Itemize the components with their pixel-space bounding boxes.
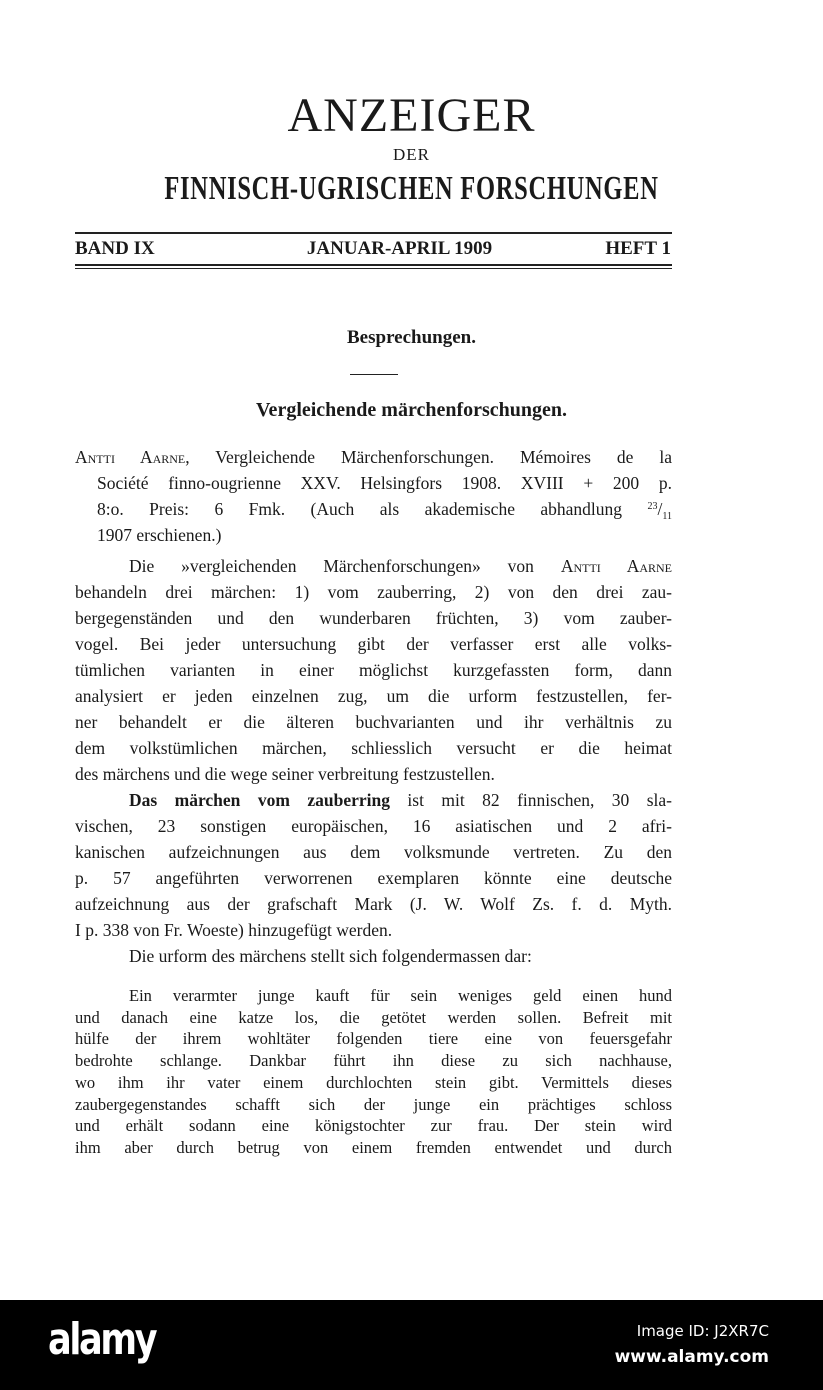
- text-segment: bedrohte schlange. Dankbar führt ihn diese zu sich nachhause,: [75, 1051, 672, 1071]
- citation-line: [97, 525, 672, 546]
- journal-title-der: DER: [393, 145, 430, 164]
- section-heading: Besprechungen.: [347, 327, 476, 348]
- body-line: [75, 738, 672, 759]
- journal-title: ANZEIGER: [287, 89, 536, 142]
- text-segment: ihm aber durch betrug von einem fremden entwendet und durch: [75, 1137, 672, 1157]
- body-line: [129, 946, 672, 967]
- text-segment: kanischen aufzeichnungen aus dem volksmunde vertreten. Zu den: [75, 842, 672, 862]
- text-segment: bergegenständen und den wunderbaren früchten, 3) vom zauber-: [75, 608, 672, 628]
- band-number: BAND IX: [75, 238, 155, 259]
- text-segment: vogel. Bei jeder untersuchung gibt der verfasser erst alle volks-: [75, 634, 672, 654]
- text-segment: analysiert er jeden einzelnen zug, um die urform festzustellen, fer-: [75, 686, 672, 706]
- text-segment: /: [657, 499, 663, 519]
- text-segment: dem volkstümlichen märchen, schliesslich versucht er die heimat: [75, 738, 672, 758]
- body-line: [75, 868, 672, 889]
- text-segment: zaubergegenstandes schafft sich der junge ein prächtiges schloss: [75, 1094, 672, 1114]
- citation-line: [97, 473, 672, 494]
- text-segment: tümlichen varianten in einer möglichst kurzgefassten form, dann: [75, 660, 672, 680]
- text-segment: behandeln drei märchen: 1) vom zauberring, 2) von den drei zau-: [75, 582, 672, 602]
- footer-url: www.alamy.com: [614, 1347, 769, 1367]
- text-segment: 1907 erschienen.): [97, 525, 222, 545]
- summary-line: [75, 1008, 672, 1028]
- text-segment: Ein verarmter junge kauft für sein weniges geld einen hund: [129, 986, 672, 1005]
- text-segment: Société finno-ougrienne XXV. Helsingfors 1908. XVIII + 200 p.: [97, 473, 672, 493]
- text-segment: aufzeichnung aus der grafschaft Mark (J. W. Wolf Zs. f. d. Myth.: [75, 894, 672, 914]
- body-line: [75, 634, 672, 655]
- body-line: [75, 660, 672, 681]
- citation-line: [75, 447, 672, 468]
- body-line: [75, 582, 672, 603]
- article-title: Vergleichende märchenforschungen.: [255, 399, 568, 421]
- body-line: [75, 712, 672, 733]
- text-segment: 8:o. Preis: 6 Fmk. (Auch als akademische abhandlung: [97, 499, 648, 519]
- body-line: [75, 920, 672, 941]
- body-line: [129, 790, 672, 811]
- text-segment: Antti Aarne: [560, 556, 672, 576]
- text-segment: und danach eine katze los, die getötet werden sollen. Befreit mit: [75, 1007, 672, 1027]
- body-line: [75, 842, 672, 863]
- text-segment: p. 57 angeführten verworrenen exemplaren könnte eine deutsche: [75, 868, 672, 888]
- body-line: [75, 686, 672, 707]
- text-segment: I p. 338 von Fr. Woeste) hinzugefügt werden.: [75, 920, 393, 940]
- issue-date: JANUAR-APRIL 1909: [306, 238, 493, 259]
- summary-line: [75, 1029, 672, 1049]
- journal-subtitle: FINNISCH-UGRISCHEN FORSCHUNGEN: [164, 170, 659, 207]
- summary-line: [129, 986, 672, 1006]
- summary-line: [75, 1051, 672, 1071]
- text-segment: 23: [647, 501, 658, 512]
- top-rule: [75, 232, 672, 234]
- heft-number: HEFT 1: [605, 238, 671, 259]
- text-segment: Das märchen vom zauberring: [129, 790, 390, 810]
- section-divider: [350, 374, 398, 375]
- watermark-footer: [0, 1300, 823, 1390]
- body-line: [75, 816, 672, 837]
- summary-line: [75, 1116, 672, 1136]
- text-segment: ner behandelt er die älteren buchvarianten und ihr verhältnis zu: [75, 712, 672, 732]
- text-segment: Die urform des märchens stellt sich folgendermassen dar:: [129, 946, 532, 966]
- text-segment: Die »vergleichenden Märchenforschungen» von: [129, 556, 561, 576]
- body-line: [75, 764, 672, 785]
- summary-line: [75, 1073, 672, 1093]
- bottom-rule: [75, 264, 672, 266]
- body-line: [75, 894, 672, 915]
- image-id: Image ID: J2XR7C: [636, 1322, 769, 1340]
- body-line: [75, 608, 672, 629]
- body-line: [129, 556, 672, 577]
- summary-line: [75, 1138, 672, 1158]
- text-segment: des märchens und die wege seiner verbreitung festzustellen.: [75, 764, 495, 784]
- alamy-logo: alamy: [48, 1314, 156, 1365]
- citation-line: [97, 499, 672, 522]
- bottom-rule-thin: [75, 268, 672, 269]
- text-segment: wo ihm ihr vater einem durchlochten stein gibt. Vermittels dieses: [75, 1072, 672, 1092]
- text-segment: und erhält sodann eine königstochter zur frau. Der stein wird: [75, 1116, 672, 1136]
- text-segment: 11: [662, 511, 672, 522]
- text-segment: , Vergleichende Märchenforschungen. Mémoires de la: [185, 447, 672, 467]
- text-segment: Antti Aarne: [75, 447, 186, 467]
- text-segment: vischen, 23 sonstigen europäischen, 16 asiatischen und 2 afri-: [75, 816, 672, 836]
- text-segment: ist mit 82 finnischen, 30 sla-: [389, 790, 672, 810]
- text-segment: hülfe der ihrem wohltäter folgenden tiere eine von feuersgefahr: [75, 1029, 672, 1049]
- summary-line: [75, 1095, 672, 1115]
